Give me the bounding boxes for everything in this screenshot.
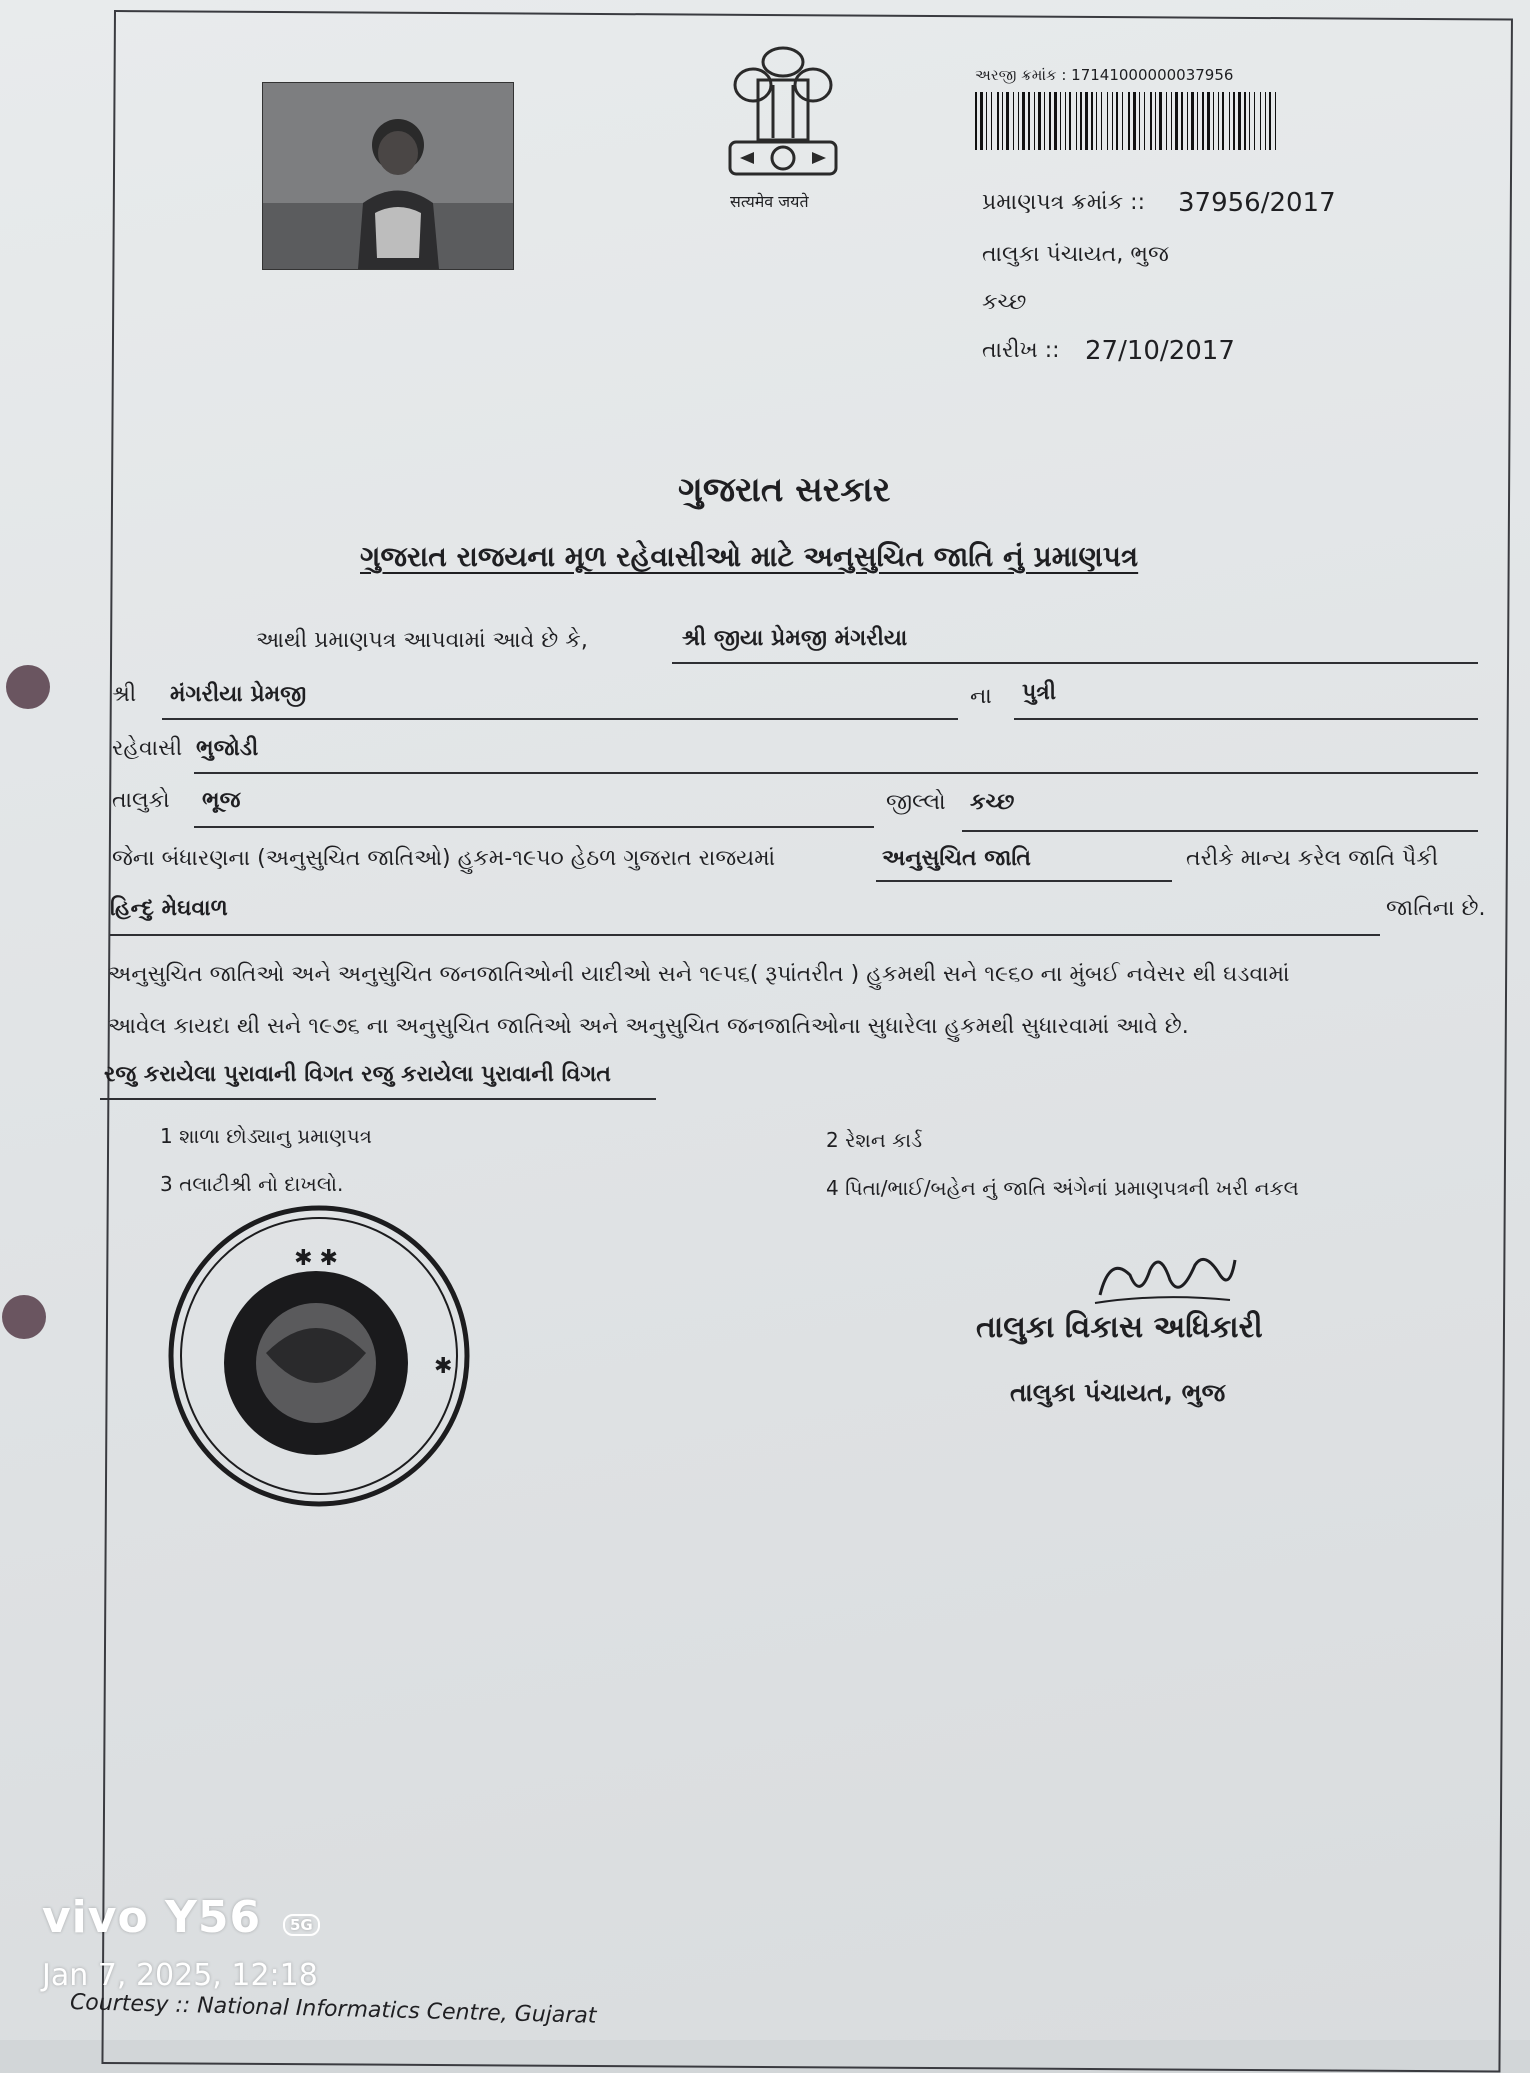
resident-line bbox=[194, 772, 1478, 774]
parent-name: મંગરીયા પ્રેમજી bbox=[170, 682, 307, 707]
parent-name-line bbox=[162, 718, 958, 720]
evidence-heading-line bbox=[100, 1098, 656, 1100]
camera-watermark-datetime: Jan 7, 2025, 12:18 bbox=[42, 1958, 318, 1993]
evidence-item: 2 રેશન કાર્ડ bbox=[826, 1128, 923, 1152]
punch-hole bbox=[2, 1295, 46, 1339]
legal-paragraph-line-2: આવેલ કાયદા થી સને ૧૯૭૬ ના અનુસુચિત જાતિઓ અને અનુસુચિત જનજાતિઓના સુધારેલા હુકમથી સુધારવામાં આવે છે. bbox=[108, 1014, 1189, 1039]
application-number: અરજી ક્રમાંક : 17141000000037956 bbox=[975, 66, 1234, 84]
category-value: અનુસુચિત જાતિ bbox=[882, 846, 1031, 871]
camera-watermark-device: vivo Y56 bbox=[42, 1892, 262, 1943]
issuer-office: તાલુકા પંચાયત, ભુજ bbox=[982, 242, 1169, 267]
district-label: જીલ્લો bbox=[886, 790, 946, 815]
evidence-item: 1 શાળા છોડ્યાનુ પ્રમાણપત્ર bbox=[160, 1124, 372, 1148]
officer-signature bbox=[1090, 1245, 1240, 1315]
date-label: તારીખ :: bbox=[982, 338, 1060, 363]
national-emblem bbox=[718, 40, 848, 210]
evidence-item: 3 તલાટીશ્રી નો દાખલો. bbox=[160, 1172, 344, 1196]
caste-value: હિન્દુ મેઘવાળ bbox=[110, 896, 228, 921]
emblem-motto: सत्यमेव जयते bbox=[730, 192, 809, 211]
resident-village: ભુજોડી bbox=[196, 736, 259, 761]
camera-watermark-5g-badge: 5G bbox=[283, 1914, 320, 1936]
svg-text:✱ ✱: ✱ ✱ bbox=[294, 1246, 338, 1271]
holder-photo bbox=[262, 82, 514, 270]
district-line bbox=[962, 830, 1478, 832]
category-line bbox=[876, 880, 1172, 882]
footer-courtesy: Courtesy :: National Informatics Centre, Gujarat bbox=[69, 1990, 597, 2029]
legal-paragraph-line-1: અનુસુચિત જાતિઓ અને અનુસુચિત જનજાતિઓની યાદીઓ સને ૧૯૫૬( રૂપાંતરીત ) હુકમથી સને ૧૯૬૦ ના મુંબઈ નવેસર થી ઘડવામાં bbox=[108, 962, 1290, 987]
taluka-value: ભૂજ bbox=[202, 788, 241, 813]
shri-label: શ્રી bbox=[112, 682, 137, 707]
evidence-item: 4 પિતા/ભાઈ/બહેન નું જાતિ અંગેનાં પ્રમાણપત્રની ખરી નકલ bbox=[826, 1176, 1299, 1200]
punch-hole bbox=[6, 665, 50, 709]
taluka-label: તાલુકો bbox=[112, 788, 170, 813]
official-seal-stamp bbox=[166, 1203, 472, 1509]
certificate-number-label: પ્રમાણપત્ર ક્રમાંક :: bbox=[982, 190, 1145, 215]
issuer-district: કચ્છ bbox=[982, 290, 1027, 315]
issue-date: 27/10/2017 bbox=[1085, 336, 1235, 366]
holder-name: શ્રી જીયા પ્રેમજી મંગરીયા bbox=[682, 626, 908, 651]
intro-label: આથી પ્રમાણપત્ર આપવામાં આવે છે કે, bbox=[256, 628, 588, 653]
certificate-border bbox=[101, 10, 1513, 2073]
caste-line bbox=[110, 934, 1380, 936]
caste-suffix: જાતિના છે. bbox=[1386, 896, 1486, 921]
relation-line bbox=[1014, 718, 1478, 720]
svg-text:✱: ✱ bbox=[434, 1354, 453, 1379]
evidence-heading: રજુ કરાયેલા પુરાવાની વિગત રજુ કરાયેલા પુરાવાની વિગત bbox=[104, 1062, 611, 1087]
certificate-title: ગુજરાત રાજયના મૂળ રહેવાસીઓ માટે અનુસુચિત જાતિ નું પ્રમાણપત્ર bbox=[360, 540, 1139, 573]
constitution-text: જેના બંધારણના (અનુસુચિત જાતિઓ) હુકમ-૧૯૫૦ હેઠળ ગુજરાત રાજયમાં bbox=[112, 846, 776, 871]
taluka-line bbox=[194, 826, 874, 828]
government-heading: ગુજરાત સરકાર bbox=[678, 470, 891, 510]
certificate-number: 37956/2017 bbox=[1178, 188, 1336, 218]
na-label: ના bbox=[970, 684, 992, 709]
signatory-title: તાલુકા વિકાસ અધિકારી bbox=[976, 1310, 1263, 1345]
holder-name-line bbox=[672, 662, 1478, 664]
recognized-text: તરીકે માન્ય કરેલ જાતિ પૈકી bbox=[1186, 846, 1439, 871]
district-value: કચ્છ bbox=[970, 790, 1015, 815]
barcode bbox=[975, 92, 1281, 150]
signatory-office: તાલુકા પંચાયત, ભુજ bbox=[1010, 1378, 1226, 1407]
relation: પુત્રી bbox=[1022, 680, 1057, 705]
resident-label: રહેવાસી bbox=[112, 736, 183, 761]
